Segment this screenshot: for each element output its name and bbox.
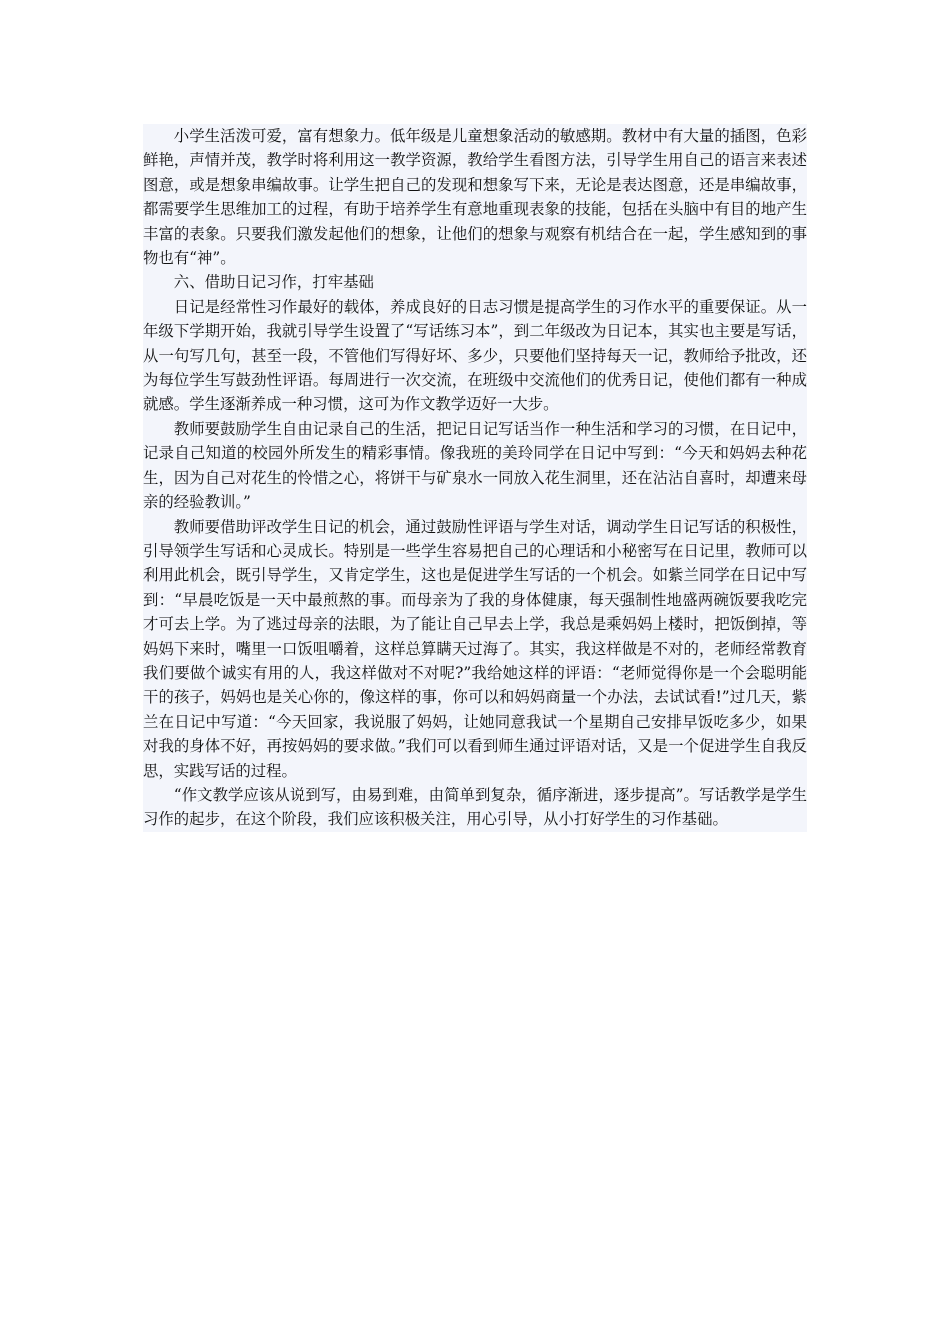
paragraph-teacher-comments: 教师要借助评改学生日记的机会，通过鼓励性评语与学生对话，调动学生日记写话的积极性，引导领学生写话和心灵成长。特别是一些学生容易把自己的心理话和小秘密写在日记里，教师可以利用此机会，既引导学生，又肯定学生，这也是促进学生写话的一个机会。如紫兰同学在日记中写到：“早晨吃饭是一天中最煎熬的事。而母亲为了我的身体健康，每天强制性地盛两碗饭要我吃完才可去上学。为了逃过母亲的法眼，为了能让自己早去上学，我总是乘妈妈上楼时，把饭倒掉，等妈妈下来时，嘴里一口饭咀嚼着，这样总算瞒天过海了。其实，我这样做是不对的，老师经常教育我们要做个诚实有用的人，我这样做对不对呢?”我给她这样的评语：“老师觉得你是一个会聪明能干的孩子，妈妈也是关心你的，像这样的事，你可以和妈妈商量一个办法，去试试看!”过几天，紫兰在日记中写道：“今天回家，我说服了妈妈，让她同意我试一个星期自己安排早饭吃多少，如果对我的身体不好，再按妈妈的要求做。”我们可以看到师生通过评语对话，又是一个促进学生自我反思，实践写话的过程。	[143, 517, 807, 780]
document-text-block	[143, 124, 807, 832]
paragraph-conclusion: “作文教学应该从说到写，由易到难，由简单到复杂，循序渐进，逐步提高”。写话教学是学生习作的起步，在这个阶段，我们应该积极关注，用心引导，从小打好学生的习作基础。	[143, 785, 807, 829]
section-heading-diary: 六、借助日记习作，打牢基础	[173, 273, 374, 292]
paragraph-imagination: 小学生活泼可爱，富有想象力。低年级是儿童想象活动的敏感期。教材中有大量的插图，色彩鲜艳，声情并茂，教学时将利用这一教学资源，教给学生看图方法，引导学生用自己的语言来表述图意，或是想象串编故事。让学生把自己的发现和想象写下来，无论是表达图意，还是串编故事，都需要学生思维加工的过程，有助于培养学生有意地重现表象的技能，包括在头脑中有目的地产生丰富的表象。只要我们激发起他们的想象，让他们的想象与观察有机结合在一起，学生感知到的事物也有“神”。	[143, 127, 807, 268]
paragraph-record-life: 教师要鼓励学生自由记录自己的生活，把记日记写话当作一种生活和学习的习惯，在日记中，记录自己知道的校园外所发生的精彩事情。像我班的美玲同学在日记中写到：“今天和妈妈去种花生，因为自己对花生的怜惜之心，将饼干与矿泉水一同放入花生洞里，还在沾沾自喜时，却遭来母亲的经验教训。”	[143, 419, 807, 512]
paragraph-diary-carrier: 日记是经常性习作最好的载体，养成良好的日志习惯是提高学生的习作水平的重要保证。从一年级下学期开始，我就引导学生设置了“写话练习本”，到二年级改为日记本，其实也主要是写话，从一句写几句，甚至一段，不管他们写得好坏、多少，只要他们坚持每天一记，教师给予批改，还为每位学生写鼓劲性评语。每周进行一次交流，在班级中交流他们的优秀日记，使他们都有一种成就感。学生逐渐养成一种习惯，这可为作文教学迈好一大步。	[143, 297, 807, 414]
